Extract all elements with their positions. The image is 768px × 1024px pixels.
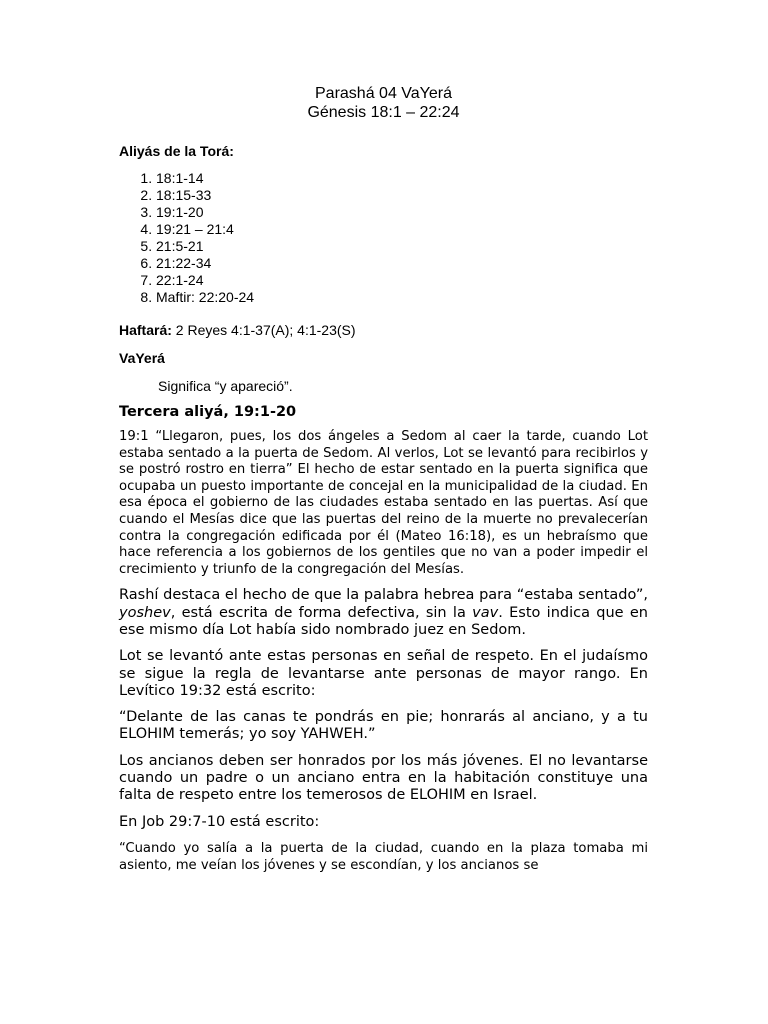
yoshev-term: yoshev: [119, 604, 171, 621]
title-line-2: Génesis 18:1 – 22:24: [307, 104, 460, 121]
haftara-line: [119, 322, 648, 338]
para2-text-a: Rashí destaca el hecho de que la palabra hebrea para “estaba sentado”,: [119, 587, 648, 604]
list-item: 2. 18:15-33: [156, 187, 648, 204]
list-item: 8. Maftir: 22:20-24: [156, 289, 648, 306]
title-line-1: Parashá 04 VaYerá: [315, 85, 452, 102]
paragraph-5: Los ancianos deben ser honrados por los más jóvenes. El no levantarse cuando un padre o un anciano entra en la habitación constituye una falta de respeto entre los temerosos de ELOHIM en Israel.: [119, 752, 648, 804]
paragraph-7: “Cuando yo salía a la puerta de la ciudad, cuando en la plaza tomaba mi asiento, me veían los jóvenes y se escondían, y los ancianos se: [119, 840, 648, 873]
list-item: 3. 19:1-20: [156, 204, 648, 221]
paragraph-6: En Job 29:7-10 está escrito:: [119, 813, 320, 830]
document-page: [119, 84, 648, 874]
aliyas-list: [119, 170, 648, 306]
list-item: 1. 18:1-14: [156, 170, 648, 187]
vayera-meaning: Significa “y apareció”.: [158, 378, 293, 394]
aliyas-heading: Aliyás de la Torá:: [119, 143, 234, 159]
para2-text-b: , está escrita de forma defectiva, sin la: [170, 604, 473, 621]
paragraph-4: “Delante de las canas te pondrás en pie; honrarás al anciano, y a tu ELOHIM temerás; yo soy YAHWEH.”: [119, 709, 648, 743]
list-item: 5. 21:5-21: [156, 238, 648, 255]
haftara-text: 2 Reyes 4:1-37(A); 4:1-23(S): [171, 322, 356, 338]
paragraph-3: Lot se levantó ante estas personas en señal de respeto. En el judaísmo se sigue la regla de levantarse ante personas de mayor rango. En Levítico 19:32 está escrito:: [119, 648, 648, 699]
haftara-label: Haftará:: [119, 322, 172, 338]
paragraph-2: [119, 587, 648, 639]
list-item: 6. 21:22-34: [156, 255, 648, 272]
para2-text-c: . Esto indica que en ese mismo día Lot había sido nombrado juez en Sedom.: [119, 604, 648, 638]
list-item: 4. 19:21 – 21:4: [156, 221, 648, 238]
list-item: 7. 22:1-24: [156, 272, 648, 289]
vav-term: vav: [472, 604, 499, 621]
paragraph-1: 19:1 “Llegaron, pues, los dos ángeles a Sedom al caer la tarde, cuando Lot estaba sentado a la puerta de Sedom. Al verlos, Lot se levantó para recibirlos y se postró rostro en tierra” El hecho de estar sentado en la puerta significa que ocupaba un puesto importante de concejal en la municipalidad de la ciudad. En esa época el gobierno de las ciudades estaba sentado en las puertas. Así que cuando el Mesías dice que las puertas del reino de la muerte no prevalecerían contra la congregación edificada por él (Mateo 16:18), es un hebraísmo que hace referencia a los gobiernos de los gentiles que no van a poder impedir el crecimiento y triunfo de la congregación del Mesías.: [119, 429, 648, 577]
vayera-heading: VaYerá: [119, 350, 165, 366]
tercera-aliya-heading: Tercera aliyá, 19:1-20: [119, 404, 297, 420]
